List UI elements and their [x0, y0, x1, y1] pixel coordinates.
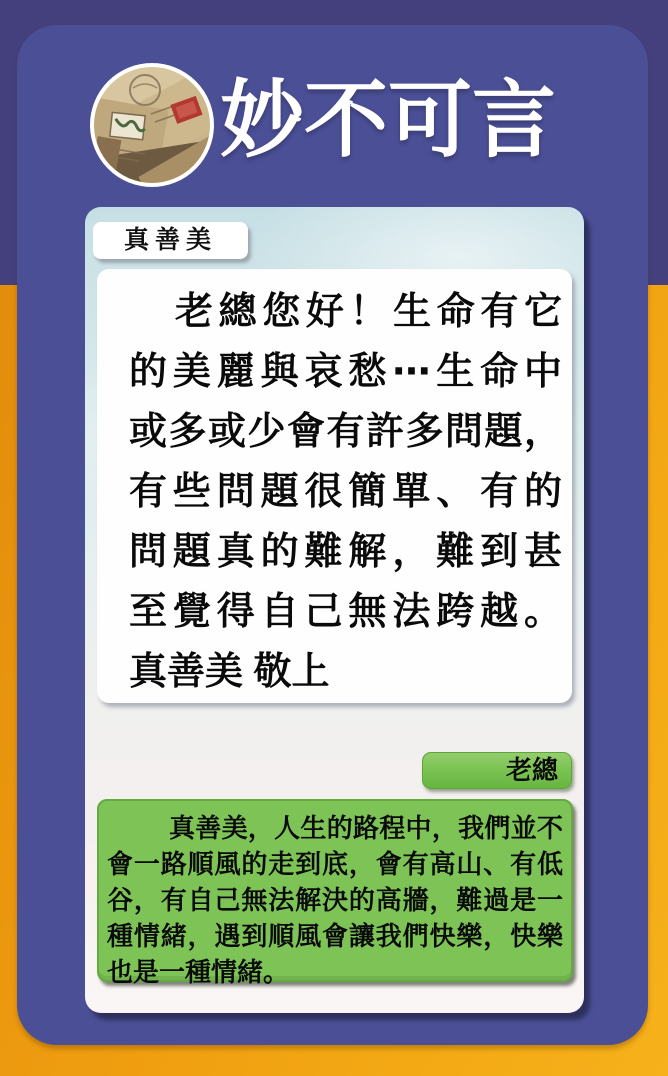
main-card: [17, 25, 648, 1045]
page-title: 妙不可言: [220, 73, 557, 167]
chat-panel: [85, 207, 584, 1013]
message-line: 老總您好！生命有它: [175, 291, 562, 333]
message-line: 問題真的難解，難到甚: [129, 531, 562, 573]
message-line: 谷，有自己無法解決的高牆，難過是一: [107, 885, 563, 915]
message-line: 種情緒，遇到順風會讓我們快樂，快樂: [107, 921, 563, 951]
receiver-message-bubble: [97, 799, 573, 987]
message-line: 也是一種情緒。: [107, 957, 290, 987]
message-line: 的美麗與哀愁⋯生命中: [129, 351, 562, 393]
message-line: 真善美，人生的路程中，我們並不: [169, 813, 563, 843]
message-line: 有些問題很簡單、有的: [129, 471, 562, 513]
sender-message-bubble: [97, 269, 572, 703]
receiver-name-tag: 老總: [422, 752, 572, 789]
message-line: 會一路順風的走到底，會有高山、有低: [107, 849, 563, 879]
sender-name-tag: 真善美: [93, 222, 248, 259]
message-signature: 真善美 敬上: [129, 651, 330, 693]
avatar-letters-photo-icon: [89, 62, 215, 188]
message-line: 或多或少會有許多問題，: [129, 411, 562, 453]
message-line: 至覺得自己無法跨越。: [129, 591, 562, 633]
